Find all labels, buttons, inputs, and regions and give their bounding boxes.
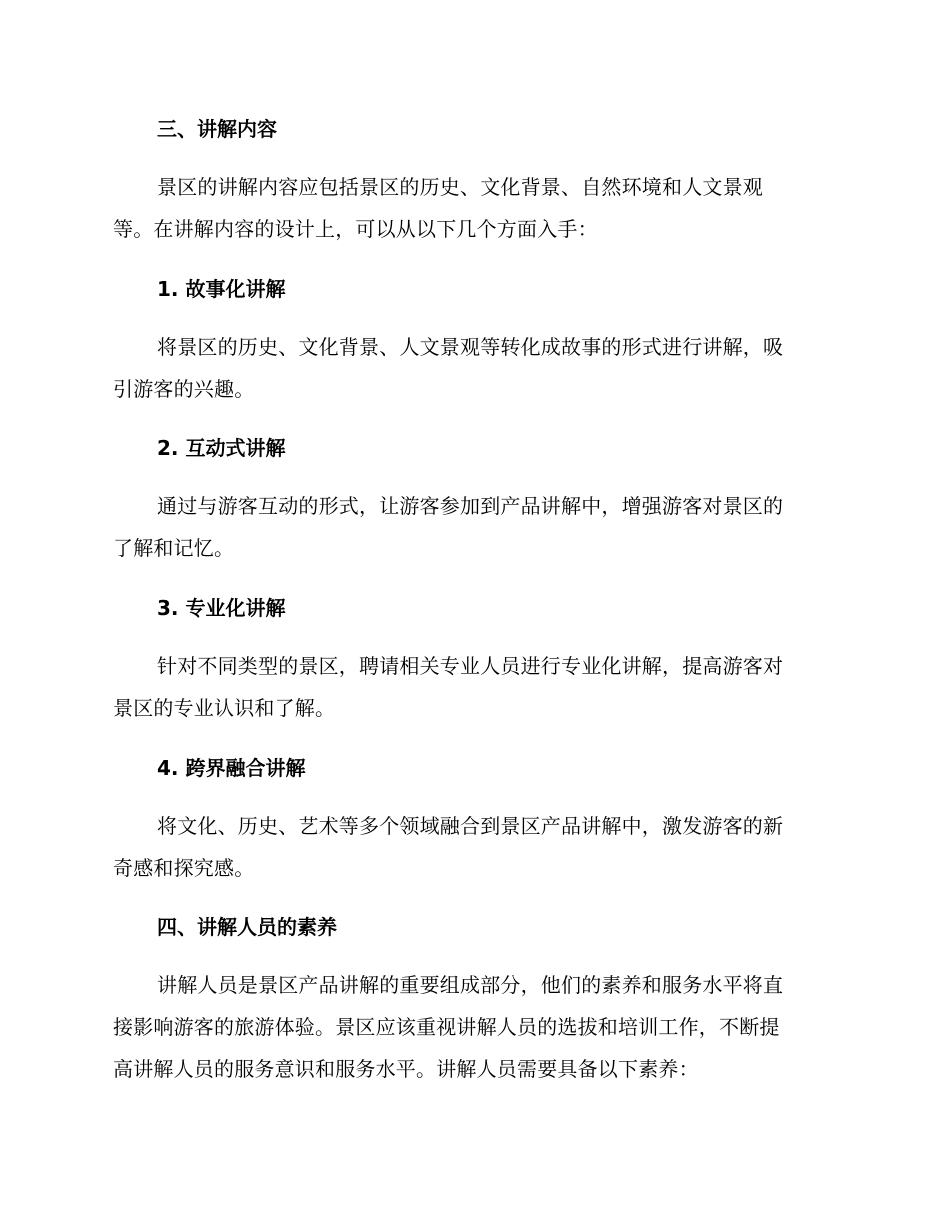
paragraph-line: 景区的专业认识和了解。 [113,696,336,720]
paragraph-line: 讲解人员是景区产品讲解的重要组成部分，他们的素养和服务水平将直 [157,973,784,997]
paragraph-crossover [113,805,833,889]
paragraph-line: 等。在讲解内容的设计上，可以从以下几个方面入手： [113,217,598,241]
paragraph-line: 奇感和探究感。 [113,856,255,880]
section-heading-4: 四、讲解人员的素养 [157,915,337,939]
subheading-crossover: 4. 跨界融合讲解 [157,756,306,780]
paragraph-line: 通过与游客互动的形式，让游客参加到产品讲解中，增强游客对景区的 [157,494,784,518]
section-heading-3: 三、讲解内容 [157,117,277,141]
paragraph-interactive [113,485,833,569]
paragraph-line: 将文化、历史、艺术等多个领域融合到景区产品讲解中，激发游客的新 [157,814,784,838]
paragraph-line: 将景区的历史、文化背景、人文景观等转化成故事的形式进行讲解，吸 [157,335,784,359]
paragraph-storytelling [113,326,833,410]
paragraph-professional [113,645,833,729]
paragraph-line: 了解和记忆。 [113,536,235,560]
paragraph-content-intro [113,166,833,250]
paragraph-line: 接影响游客的旅游体验。景区应该重视讲解人员的选拔和培训工作，不断提 [113,1015,780,1039]
paragraph-line: 高讲解人员的服务意识和服务水平。讲解人员需要具备以下素养： [113,1057,699,1081]
subheading-interactive: 2. 互动式讲解 [157,436,286,460]
paragraph-line: 针对不同类型的景区，聘请相关专业人员进行专业化讲解，提高游客对 [157,654,784,678]
subheading-storytelling: 1. 故事化讲解 [157,277,286,301]
paragraph-staff-quality [113,964,833,1090]
paragraph-line: 景区的讲解内容应包括景区的历史、文化背景、自然环境和人文景观 [157,175,763,199]
paragraph-line: 引游客的兴趣。 [113,377,255,401]
subheading-professional: 3. 专业化讲解 [157,596,286,620]
